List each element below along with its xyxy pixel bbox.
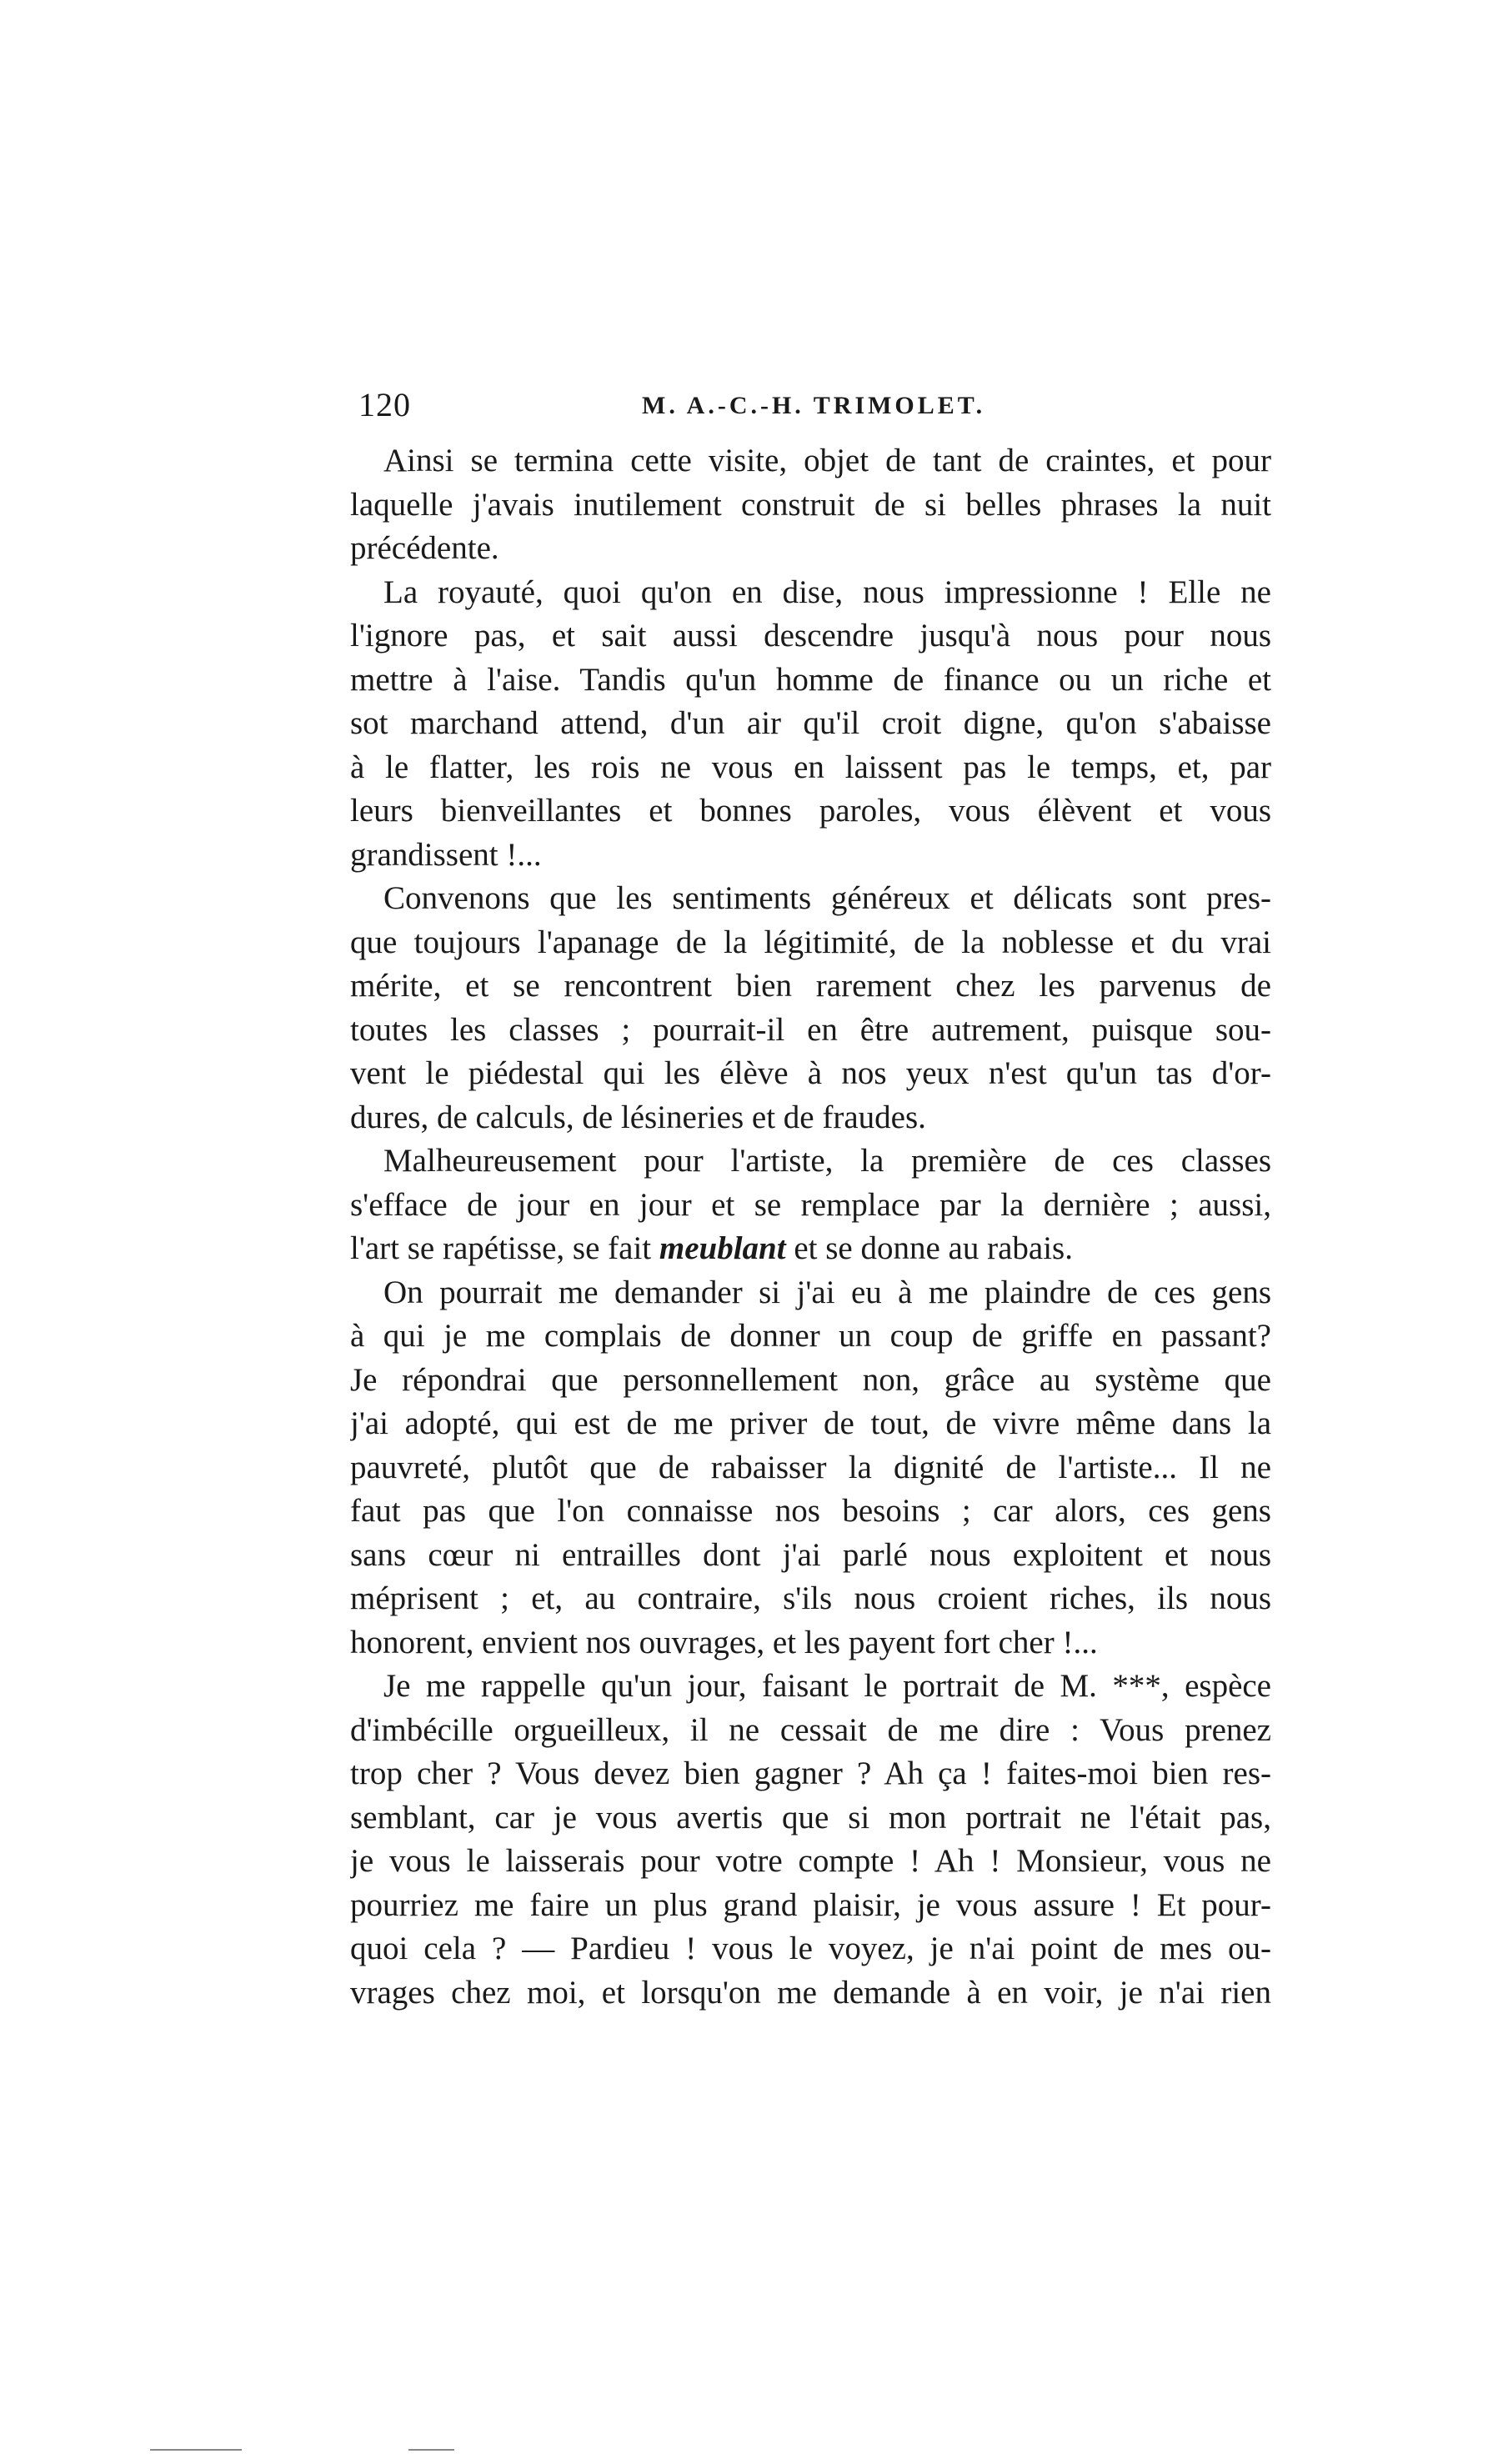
text-line (350, 921, 1271, 965)
text-line-content: Ainsi se termina cette visite, objet de tant de craintes, et pour (383, 443, 1271, 478)
text-line-content: laquelle j'avais inutilement construit de si belles phrases la nuit (350, 486, 1271, 523)
text-line-content: grandissent !... (350, 836, 542, 873)
text-line-content: trop cher ? Vous devez bien gagner ? Ah ça ! faites-moi bien res- (350, 1755, 1271, 1791)
text-line-content: précédente. (350, 530, 499, 566)
text-line (350, 1227, 1271, 1271)
text-line-content: je vous le laisserais pour votre compte ! Ah ! Monsieur, vous ne (350, 1843, 1271, 1879)
page-number: 120 (358, 386, 411, 423)
text-line (350, 964, 1271, 1009)
text-line-content: sot marchand attend, d'un air qu'il croit digne, qu'on s'abaisse (350, 705, 1271, 741)
text-line-content: On pourrait me demander si j'ai eu à me plaindre de ces gens (383, 1274, 1271, 1310)
text-line-content: Je me rappelle qu'un jour, faisant le portrait de M. ***, espèce (383, 1668, 1271, 1704)
text-line-continuation: et se donne au rabais. (785, 1230, 1073, 1266)
text-line-content: faut pas que l'on connaisse nos besoins ; car alors, ces gens (350, 1493, 1271, 1529)
text-line-content: dures, de calculs, de lésineries et de fraudes. (350, 1099, 926, 1135)
text-line-content: La royauté, quoi qu'on en dise, nous impressionne ! Elle ne (383, 573, 1271, 610)
text-line (350, 1139, 1271, 1184)
page-header (358, 385, 1292, 435)
text-line (350, 877, 1271, 921)
text-line-content: d'imbécille orgueilleux, il ne cessait de me dire : Vous prenez (350, 1711, 1271, 1748)
text-line-content: j'ai adopté, qui est de me priver de tout, de vivre même dans la (350, 1405, 1271, 1441)
text-line-content: mérite, et se rencontrent bien rarement chez les parvenus de (350, 968, 1271, 1004)
text-line (350, 1796, 1271, 1840)
text-line (350, 1665, 1271, 1709)
text-line (350, 1315, 1271, 1359)
text-line-content: l'ignore pas, et sait aussi descendre jusqu'à nous pour nous (350, 618, 1271, 654)
text-line-content: vent le piédestal qui les élève à nos yeux n'est qu'un tas d'or- (350, 1055, 1271, 1091)
text-line (350, 746, 1271, 790)
text-line (350, 1490, 1271, 1534)
scan-mark (408, 2449, 454, 2451)
text-line-content: s'efface de jour en jour et se remplace par la dernière ; aussi, (350, 1186, 1271, 1223)
italic-word: meublant (659, 1230, 786, 1266)
text-line (350, 439, 1271, 483)
text-line (350, 483, 1271, 528)
text-line-content: leurs bienveillantes et bonnes paroles, vous élèvent et vous (350, 793, 1271, 829)
text-line (350, 614, 1271, 659)
text-line (350, 659, 1271, 703)
text-line (350, 1052, 1271, 1096)
text-line-content: pauvreté, plutôt que de rabaisser la dignité de l'artiste... Il ne (350, 1449, 1271, 1485)
text-line (350, 1446, 1271, 1490)
text-line-content: toutes les classes ; pourrait-il en être autrement, puisque sou- (350, 1011, 1271, 1048)
text-line-content: vrages chez moi, et lorsqu'on me demande à en voir, je n'ai rien (350, 1974, 1271, 2011)
text-line (350, 1271, 1271, 1315)
text-line (350, 527, 1271, 571)
text-line-content: Malheureusement pour l'artiste, la première de ces classes (383, 1143, 1271, 1179)
scan-mark (150, 2449, 242, 2451)
text-line-content: que toujours l'apanage de la légitimité, de la noblesse et du vrai (350, 924, 1271, 960)
text-line-content: mettre à l'aise. Tandis qu'un homme de finance ou un riche et (350, 661, 1271, 698)
body-text (350, 439, 1271, 2015)
text-line (350, 1884, 1271, 1928)
text-line-content: sans cœur ni entrailles dont j'ai parlé nous exploitent et nous (350, 1536, 1271, 1573)
text-line (350, 1534, 1271, 1578)
text-line (350, 1184, 1271, 1228)
text-line-content: quoi cela ? — Pardieu ! vous le voyez, je n'ai point de mes ou- (350, 1931, 1271, 1966)
text-line (350, 1927, 1271, 1971)
text-line (350, 1009, 1271, 1053)
text-line-content: Je répondrai que personnellement non, grâce au système que (350, 1361, 1271, 1398)
text-line (350, 1752, 1271, 1796)
text-line (350, 1840, 1271, 1884)
text-line (350, 1402, 1271, 1446)
text-line (350, 1709, 1271, 1753)
text-line (350, 1096, 1271, 1140)
text-line-content: à qui je me complais de donner un coup de griffe en passant? (350, 1318, 1271, 1354)
text-line-content: Convenons que les sentiments généreux et délicats sont pres- (383, 880, 1271, 916)
text-line-content: l'art se rapétisse, se fait (350, 1230, 652, 1266)
text-line (350, 702, 1271, 746)
running-head: M. A.-C.-H. TRIMOLET. (642, 392, 986, 419)
text-line-content: méprisent ; et, au contraire, s'ils nous croient riches, ils nous (350, 1580, 1271, 1616)
text-line (350, 1971, 1271, 2016)
text-line (350, 789, 1271, 834)
text-line-content: à le flatter, les rois ne vous en laissent pas le temps, et, par (350, 749, 1271, 785)
text-line (350, 1621, 1271, 1665)
text-line (350, 571, 1271, 615)
text-line (350, 1359, 1271, 1403)
text-line (350, 834, 1271, 878)
text-line-content: semblant, car je vous avertis que si mon portrait ne l'était pas, (350, 1799, 1271, 1835)
text-line-content: honorent, envient nos ouvrages, et les payent fort cher !... (350, 1624, 1098, 1660)
text-line-content: pourriez me faire un plus grand plaisir, je vous assure ! Et pour- (350, 1886, 1271, 1923)
text-line (350, 1577, 1271, 1621)
